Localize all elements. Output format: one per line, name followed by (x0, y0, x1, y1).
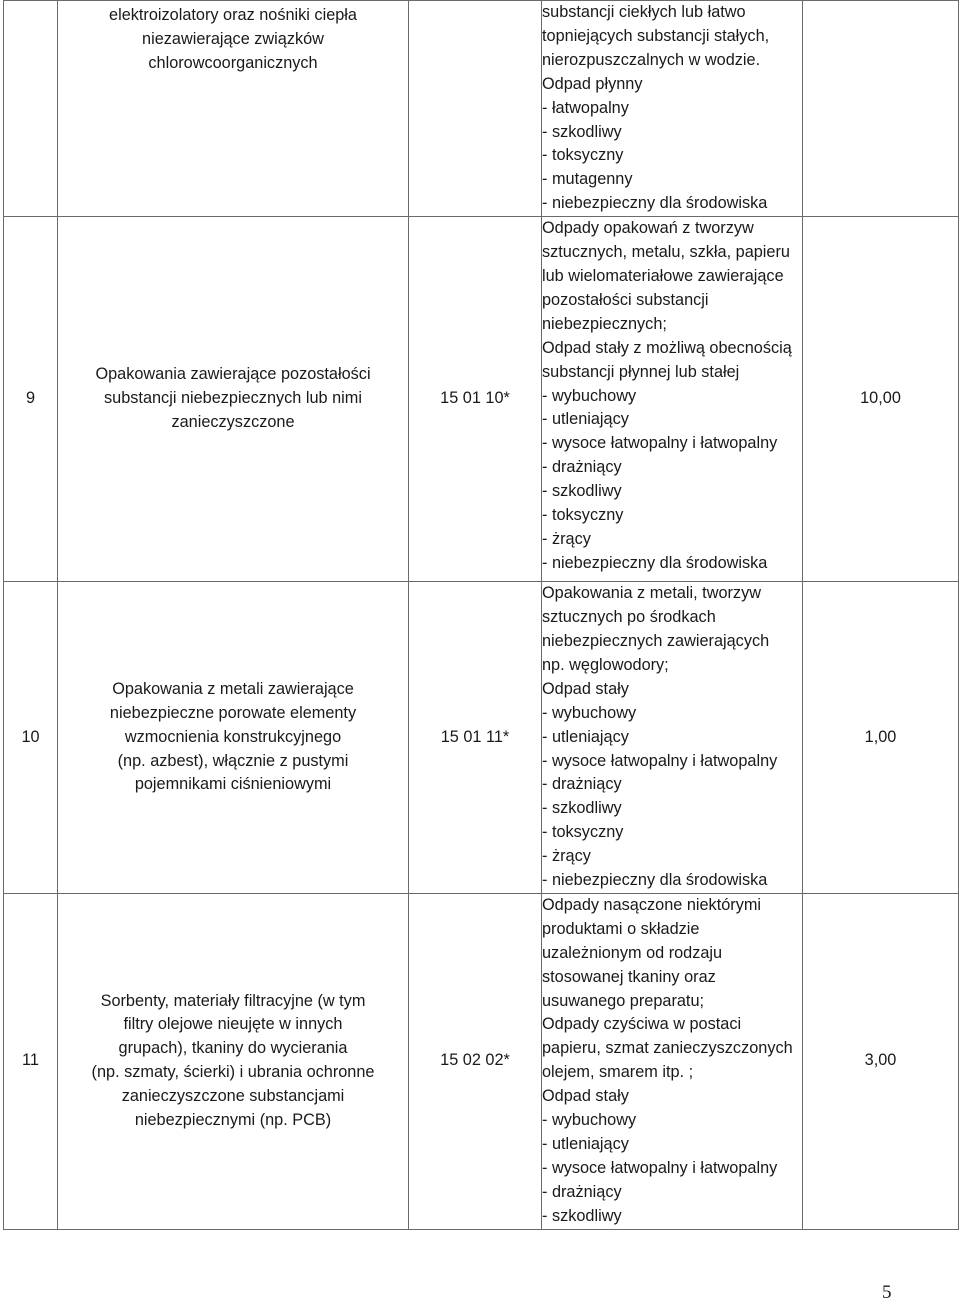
waste-property-line: nierozpuszczalnych w wodzie. (542, 50, 761, 69)
waste-property-line: substancji ciekłych lub łatwo (542, 3, 746, 21)
waste-property-line: - drażniący (542, 1182, 622, 1201)
waste-property-line: - wybuchowy (542, 703, 637, 722)
waste-property-line: Opakowania z metali, tworzyw (542, 584, 761, 603)
waste-property-line: produktami o składzie (542, 919, 700, 938)
waste-code-cell (409, 1, 542, 217)
waste-property-line: np. węglowodory; (542, 655, 669, 674)
waste-property-line: - szkodliwy (542, 122, 622, 141)
waste-amount-cell (803, 1, 959, 217)
waste-property-line: - utleniający (542, 410, 629, 429)
waste-name-line: niezawierające związków (142, 29, 324, 48)
waste-name-line: substancji niebezpiecznych lub nimi (104, 389, 362, 408)
waste-property-line: - wysoce łatwopalny i łatwopalny (542, 1158, 778, 1177)
waste-property-line: niebezpiecznych; (542, 314, 667, 333)
row-number-cell: 9 (4, 217, 58, 582)
waste-property-line: topniejących substancji stałych, (542, 26, 770, 45)
waste-property-line: sztucznych po środkach (542, 608, 716, 627)
waste-property-line: - niebezpieczny dla środowiska (542, 871, 768, 890)
table-row (4, 217, 959, 582)
waste-properties-cell (542, 582, 803, 894)
waste-property-line: pozostałości substancji (542, 290, 709, 309)
waste-property-line: - łatwopalny (542, 98, 629, 117)
waste-property-line: - żrący (542, 847, 591, 866)
waste-property-line: lub wielomateriałowe zawierające (542, 266, 784, 285)
waste-property-line: - mutagenny (542, 170, 633, 189)
row-number-cell: 10 (4, 582, 58, 894)
waste-code-cell: 15 01 11* (409, 582, 542, 894)
waste-name-line: chlorowcoorganicznych (148, 53, 318, 72)
waste-property-line: - wysoce łatwopalny i łatwopalny (542, 434, 778, 453)
waste-property-line: - utleniający (542, 727, 629, 746)
waste-property-line: papieru, szmat zanieczyszczonych (542, 1039, 793, 1058)
waste-property-line: - drażniący (542, 458, 622, 477)
waste-name-line: Opakowania z metali zawierające (112, 679, 354, 698)
waste-property-line: stosowanej tkaniny oraz (542, 967, 716, 986)
waste-property-line: - toksyczny (542, 506, 624, 525)
waste-properties-cell (542, 1, 803, 217)
waste-property-line: - toksyczny (542, 146, 624, 165)
waste-property-line: uzależnionym od rodzaju (542, 943, 723, 962)
waste-property-line: - szkodliwy (542, 1206, 622, 1225)
waste-property-line: - utleniający (542, 1135, 629, 1153)
waste-property-line: - szkodliwy (542, 799, 622, 818)
waste-amount-cell: 10,00 (803, 217, 959, 582)
waste-table (3, 0, 959, 1230)
waste-name-line: Opakowania zawierające pozostałości (95, 365, 371, 384)
waste-property-line: Odpady opakowań z tworzyw (542, 219, 754, 238)
page-number: 5 (882, 1282, 892, 1303)
waste-property-line: - żrący (542, 529, 591, 548)
waste-property-line: Odpad płynny (542, 74, 643, 93)
waste-amount-cell: 3,00 (803, 893, 959, 1229)
waste-property-line: Odpad stały (542, 1087, 629, 1106)
waste-property-line: - wybuchowy (542, 386, 637, 405)
waste-name-cell (58, 1, 409, 217)
waste-name-line: pojemnikami ciśnieniowymi (134, 775, 332, 794)
waste-property-line: olejem, smarem itp. ; (542, 1063, 694, 1082)
table-row (4, 582, 959, 894)
waste-name-line: wzmocnienia konstrukcyjnego (124, 727, 342, 746)
waste-name-line: niebezpiecznymi (np. PCB) (134, 1111, 332, 1130)
waste-name-cell (58, 582, 409, 894)
waste-property-line: Odpady czyściwa w postaci (542, 1015, 742, 1034)
waste-code-cell: 15 01 10* (409, 217, 542, 582)
waste-property-line: Odpady nasączone niektórymi (542, 895, 762, 914)
waste-property-line: substancji płynnej lub stałej (542, 362, 740, 381)
waste-name-line: niebezpieczne porowate elementy (109, 703, 357, 722)
table-row (4, 1, 959, 217)
table-row (4, 893, 959, 1229)
waste-property-line: - toksyczny (542, 823, 624, 842)
waste-name-line: (np. azbest), włącznie z pustymi (117, 751, 349, 770)
waste-property-line: - szkodliwy (542, 482, 622, 501)
waste-name-line: grupach), tkaniny do wycierania (118, 1039, 348, 1058)
waste-property-line: Odpad stały (542, 679, 629, 698)
waste-name-line: zanieczyszczone (171, 413, 295, 432)
waste-property-line: Odpad stały z możliwą obecnością (542, 338, 792, 357)
waste-property-line: - drażniący (542, 775, 622, 794)
waste-name-line: filtry olejowe nieujęte w innych (123, 1015, 343, 1034)
waste-property-line: usuwanego preparatu; (542, 991, 705, 1010)
waste-name-cell (58, 893, 409, 1229)
waste-name-cell (58, 217, 409, 582)
waste-properties-cell (542, 893, 803, 1229)
waste-name-line: zanieczyszczone substancjami (121, 1087, 345, 1106)
waste-property-line: - wysoce łatwopalny i łatwopalny (542, 751, 778, 770)
waste-amount-cell: 1,00 (803, 582, 959, 894)
waste-property-line: - niebezpieczny dla środowiska (542, 194, 768, 213)
waste-name-line: Sorbenty, materiały filtracyjne (w tym (100, 991, 366, 1010)
waste-code-cell: 15 02 02* (409, 893, 542, 1229)
waste-name-line: (np. szmaty, ścierki) i ubrania ochronne (91, 1063, 375, 1082)
waste-property-line: - wybuchowy (542, 1111, 637, 1130)
waste-property-line: - niebezpieczny dla środowiska (542, 553, 768, 572)
waste-property-line: sztucznych, metalu, szkła, papieru (542, 243, 790, 262)
row-number-cell (4, 1, 58, 217)
waste-name-line: elektroizolatory oraz nośniki ciepła (109, 6, 357, 24)
waste-property-line: niebezpiecznych zawierających (542, 631, 770, 650)
row-number-cell: 11 (4, 893, 58, 1229)
waste-properties-cell (542, 217, 803, 582)
